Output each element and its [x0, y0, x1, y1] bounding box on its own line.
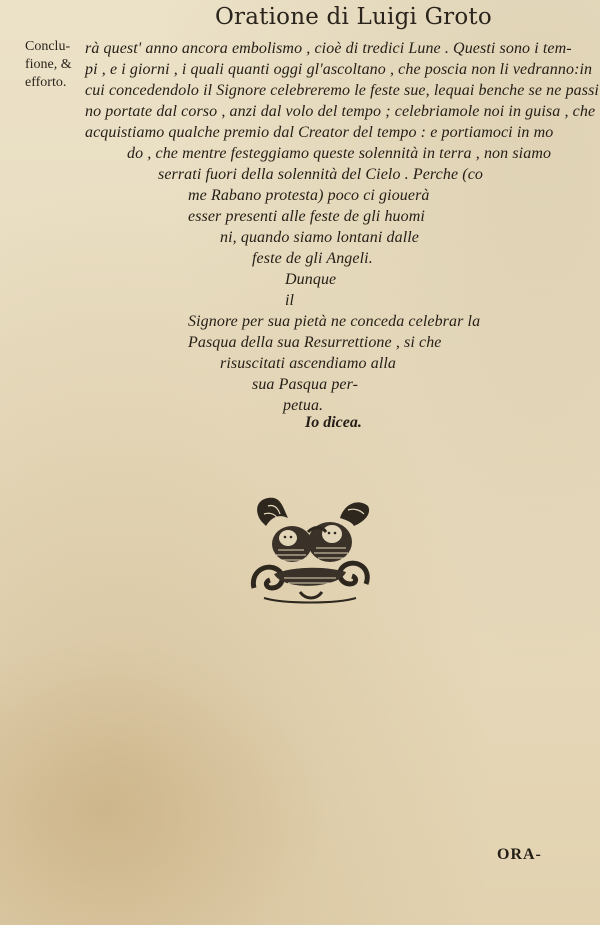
closing-signature: Io dicea.	[305, 414, 362, 431]
text-line: sua Pasqua per-	[252, 376, 359, 393]
text-line: rà quest' anno ancora embolismo , cioè di tredici Lune . Questi sono i tem-	[85, 40, 572, 57]
margin-note-line: Conclu-	[25, 39, 71, 54]
text-line: esser presenti alle feste de gli huomi	[188, 208, 425, 225]
text-line: me Rabano protesta) poco ci giouerà	[188, 187, 430, 204]
margin-note-line: effortо.	[25, 75, 67, 90]
text-line: pi , e i giorni , i quali quanti oggi gl'ascoltano , che poscia non li vedranno:in	[85, 61, 593, 78]
text-line: do , che mentre festeggiamo queste solennità in terra , non siamo	[127, 145, 552, 162]
running-head: Oratione di Luigi Groto	[215, 4, 492, 30]
catchword: ORA-	[497, 846, 542, 863]
text-line: serrati fuori della solennità del Cielo . Perche (co	[158, 166, 483, 183]
woodcut-ornament	[244, 492, 376, 610]
text-line: petua.	[283, 397, 324, 414]
text-line: no portate dal corso , anzi dal volo del tempo ; celebriamole noi in guisa , che	[85, 103, 596, 120]
text-line: Dunque	[285, 271, 337, 288]
text-line: acquistiamo qualche premio dal Creator del tempo : e portiamoci in mo	[85, 124, 554, 141]
text-line: il	[285, 292, 295, 309]
text-line: Pasqua della sua Resurrettione , si che	[188, 334, 442, 351]
text-line: feste de gli Angeli.	[252, 250, 373, 267]
text-line: cui concedendolo il Signore celebreremo le feste sue, lequai benche se ne passi	[85, 82, 599, 99]
text-line: ni, quando siamo lontani dalle	[220, 229, 419, 246]
text-line: Signore per sua pietà ne conceda celebrar la	[188, 313, 481, 330]
text-line: risuscitati ascendiamo alla	[220, 355, 397, 372]
margin-note-line: fione, &	[25, 57, 72, 72]
